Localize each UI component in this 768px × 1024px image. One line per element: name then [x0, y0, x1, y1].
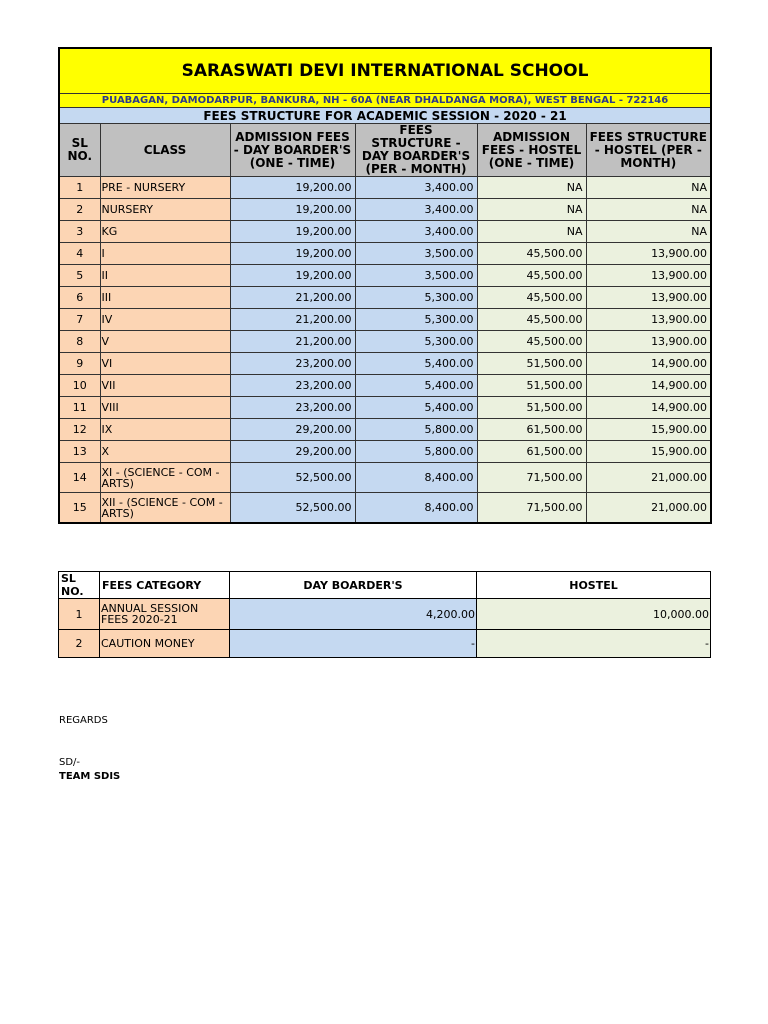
- admission-fee-hostel: 45,500.00: [477, 309, 586, 331]
- table-row: [59, 599, 711, 630]
- monthly-fee-hostel: 15,900.00: [586, 441, 711, 463]
- admission-fee-day: 52,500.00: [230, 463, 355, 493]
- monthly-fee-hostel: 14,900.00: [586, 375, 711, 397]
- class-name: I: [100, 243, 230, 265]
- sl-no: 2: [59, 199, 100, 221]
- class-name: IV: [100, 309, 230, 331]
- admission-fee-hostel: 71,500.00: [477, 493, 586, 524]
- sl-no: 4: [59, 243, 100, 265]
- admission-fee-day: 23,200.00: [230, 353, 355, 375]
- sl-no: 14: [59, 463, 100, 493]
- table-row: [59, 221, 711, 243]
- table-row: [59, 419, 711, 441]
- team-name: TEAM SDIS: [59, 771, 121, 782]
- sl-no: 15: [59, 493, 100, 524]
- sl-no: 12: [59, 419, 100, 441]
- sl-no: 1: [59, 599, 100, 630]
- monthly-fee-hostel: NA: [586, 199, 711, 221]
- admission-fee-hostel: 61,500.00: [477, 419, 586, 441]
- col-header-fees-category: FEES CATEGORY: [100, 572, 230, 599]
- col-header-fees-day: FEES STRUCTURE - DAY BOARDER'S (PER - MONTH): [355, 124, 477, 177]
- monthly-fee-hostel: NA: [586, 177, 711, 199]
- school-address: PUABAGAN, DAMODARPUR, BANKURA, NH - 60A (NEAR DHALDANGA MORA), WEST BENGAL - 722146: [59, 94, 711, 108]
- monthly-fee-hostel: 13,900.00: [586, 309, 711, 331]
- admission-fee-day: 52,500.00: [230, 493, 355, 524]
- col-header-day-boarders: DAY BOARDER'S: [230, 572, 477, 599]
- fees-category: CAUTION MONEY: [100, 630, 230, 658]
- monthly-fee-hostel: 13,900.00: [586, 331, 711, 353]
- monthly-fee-day: 8,400.00: [355, 463, 477, 493]
- hostel-fee: 10,000.00: [477, 599, 711, 630]
- table-row: [59, 243, 711, 265]
- admission-fee-day: 19,200.00: [230, 177, 355, 199]
- class-name: XI - (SCIENCE - COM - ARTS): [100, 463, 230, 493]
- class-name: V: [100, 331, 230, 353]
- monthly-fee-hostel: 13,900.00: [586, 265, 711, 287]
- admission-fee-hostel: 51,500.00: [477, 397, 586, 419]
- col-header-sl: SL NO.: [59, 124, 100, 177]
- class-name: VIII: [100, 397, 230, 419]
- table-row: [59, 309, 711, 331]
- admission-fee-day: 19,200.00: [230, 221, 355, 243]
- col-header-admission-hostel: ADMISSION FEES - HOSTEL (ONE - TIME): [477, 124, 586, 177]
- hostel-fee: -: [477, 630, 711, 658]
- table-row: [59, 199, 711, 221]
- sl-no: 6: [59, 287, 100, 309]
- admission-fee-day: 19,200.00: [230, 243, 355, 265]
- admission-fee-day: 23,200.00: [230, 375, 355, 397]
- fees-structure-table: [58, 47, 712, 524]
- class-name: NURSERY: [100, 199, 230, 221]
- monthly-fee-day: 3,400.00: [355, 177, 477, 199]
- sl-no: 8: [59, 331, 100, 353]
- monthly-fee-hostel: 21,000.00: [586, 463, 711, 493]
- admission-fee-hostel: NA: [477, 221, 586, 243]
- table-row: [59, 397, 711, 419]
- monthly-fee-day: 5,300.00: [355, 287, 477, 309]
- class-name: X: [100, 441, 230, 463]
- col-header-fees-hostel: FEES STRUCTURE - HOSTEL (PER - MONTH): [586, 124, 711, 177]
- monthly-fee-hostel: NA: [586, 221, 711, 243]
- class-name: IX: [100, 419, 230, 441]
- school-name: SARASWATI DEVI INTERNATIONAL SCHOOL: [59, 48, 711, 94]
- admission-fee-day: 21,200.00: [230, 331, 355, 353]
- day-boarder-fee: -: [230, 630, 477, 658]
- monthly-fee-day: 5,400.00: [355, 353, 477, 375]
- monthly-fee-hostel: 13,900.00: [586, 287, 711, 309]
- fees-structure-body: [59, 177, 711, 524]
- admission-fee-hostel: 45,500.00: [477, 331, 586, 353]
- admission-fee-day: 19,200.00: [230, 265, 355, 287]
- sl-no: 3: [59, 221, 100, 243]
- sl-no: 9: [59, 353, 100, 375]
- monthly-fee-day: 5,800.00: [355, 419, 477, 441]
- table-row: [59, 177, 711, 199]
- admission-fee-hostel: 51,500.00: [477, 353, 586, 375]
- admission-fee-hostel: 45,500.00: [477, 243, 586, 265]
- fees-category: ANNUAL SESSION FEES 2020-21: [100, 599, 230, 630]
- admission-fee-hostel: 45,500.00: [477, 287, 586, 309]
- admission-fee-hostel: 61,500.00: [477, 441, 586, 463]
- table-row: [59, 463, 711, 493]
- class-name: III: [100, 287, 230, 309]
- monthly-fee-day: 5,300.00: [355, 331, 477, 353]
- monthly-fee-hostel: 14,900.00: [586, 397, 711, 419]
- monthly-fee-day: 3,500.00: [355, 265, 477, 287]
- admission-fee-hostel: 45,500.00: [477, 265, 586, 287]
- day-boarder-fee: 4,200.00: [230, 599, 477, 630]
- class-name: II: [100, 265, 230, 287]
- monthly-fee-day: 5,400.00: [355, 375, 477, 397]
- admission-fee-day: 21,200.00: [230, 309, 355, 331]
- table-row: [59, 493, 711, 524]
- monthly-fee-day: 3,400.00: [355, 199, 477, 221]
- col-header-class: CLASS: [100, 124, 230, 177]
- sl-no: 7: [59, 309, 100, 331]
- monthly-fee-day: 5,300.00: [355, 309, 477, 331]
- col-header-admission-day: ADMISSION FEES - DAY BOARDER'S (ONE - TIME): [230, 124, 355, 177]
- sl-no: 2: [59, 630, 100, 658]
- monthly-fee-day: 5,400.00: [355, 397, 477, 419]
- monthly-fee-hostel: 13,900.00: [586, 243, 711, 265]
- monthly-fee-day: 3,500.00: [355, 243, 477, 265]
- table-row: [59, 265, 711, 287]
- col-header-hostel: HOSTEL: [477, 572, 711, 599]
- table-row: [59, 287, 711, 309]
- admission-fee-day: 23,200.00: [230, 397, 355, 419]
- monthly-fee-day: 3,400.00: [355, 221, 477, 243]
- sl-no: 1: [59, 177, 100, 199]
- admission-fee-day: 21,200.00: [230, 287, 355, 309]
- class-name: KG: [100, 221, 230, 243]
- monthly-fee-hostel: 15,900.00: [586, 419, 711, 441]
- admission-fee-hostel: NA: [477, 177, 586, 199]
- class-name: XII - (SCIENCE - COM - ARTS): [100, 493, 230, 524]
- admission-fee-hostel: 51,500.00: [477, 375, 586, 397]
- sl-no: 11: [59, 397, 100, 419]
- table-row: [59, 441, 711, 463]
- table-row: [59, 375, 711, 397]
- session-title: FEES STRUCTURE FOR ACADEMIC SESSION - 2020 - 21: [59, 108, 711, 124]
- monthly-fee-day: 8,400.00: [355, 493, 477, 524]
- sl-no: 13: [59, 441, 100, 463]
- admission-fee-day: 29,200.00: [230, 419, 355, 441]
- sl-no: 5: [59, 265, 100, 287]
- monthly-fee-hostel: 14,900.00: [586, 353, 711, 375]
- admission-fee-day: 29,200.00: [230, 441, 355, 463]
- table-row: [59, 630, 711, 658]
- monthly-fee-hostel: 21,000.00: [586, 493, 711, 524]
- admission-fee-hostel: 71,500.00: [477, 463, 586, 493]
- sl-no: 10: [59, 375, 100, 397]
- signature-text: SD/-: [59, 757, 81, 768]
- class-name: PRE - NURSERY: [100, 177, 230, 199]
- regards-text: REGARDS: [59, 715, 108, 726]
- fees-category-table: [58, 571, 711, 658]
- monthly-fee-day: 5,800.00: [355, 441, 477, 463]
- col-header-sl: SL NO.: [59, 572, 100, 599]
- table-row: [59, 353, 711, 375]
- admission-fee-hostel: NA: [477, 199, 586, 221]
- class-name: VI: [100, 353, 230, 375]
- admission-fee-day: 19,200.00: [230, 199, 355, 221]
- class-name: VII: [100, 375, 230, 397]
- table-row: [59, 331, 711, 353]
